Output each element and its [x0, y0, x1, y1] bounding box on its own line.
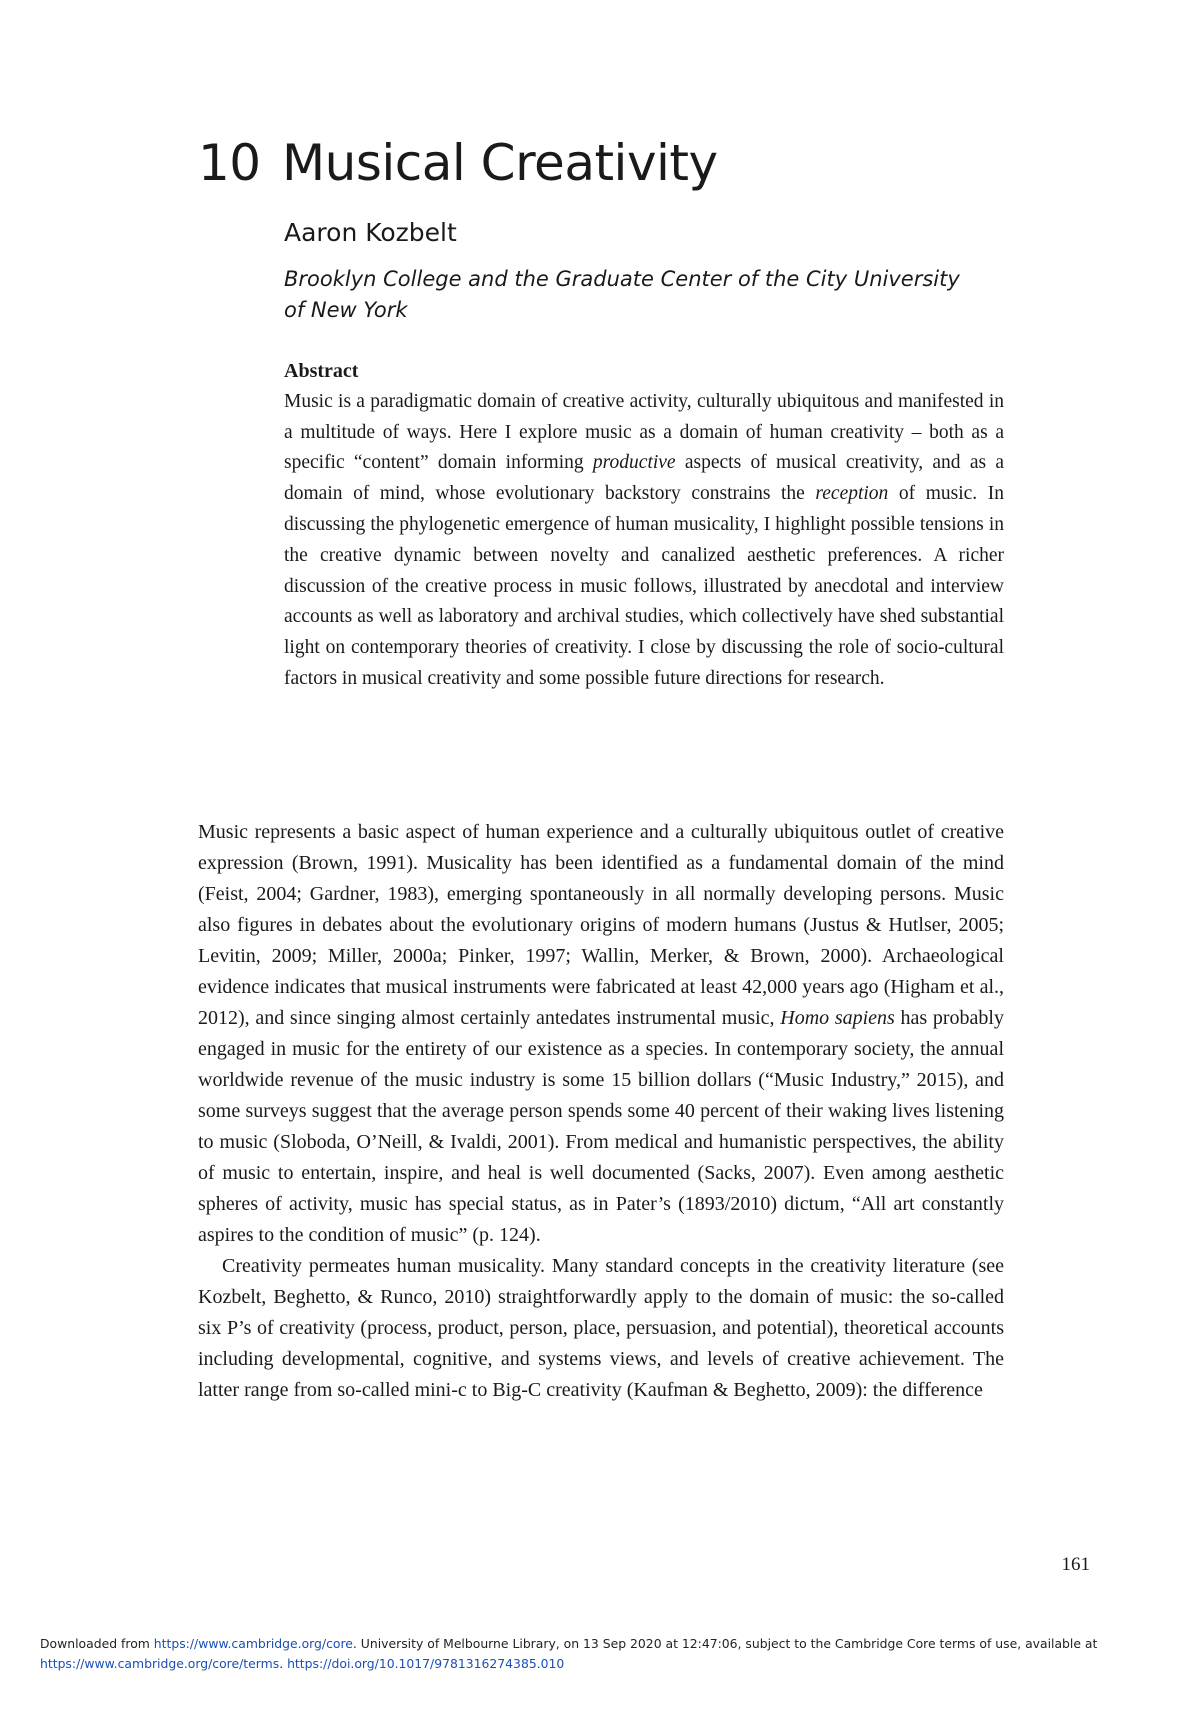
- abstract: [284, 356, 1004, 695]
- abstract-emphasis: productive: [592, 452, 676, 474]
- chapter-title-text: Musical Creativity: [282, 134, 718, 192]
- author-name: Aaron Kozbelt: [284, 218, 457, 247]
- cambridge-core-link[interactable]: https://www.cambridge.org/core: [153, 1636, 353, 1651]
- chapter-title: [198, 134, 718, 192]
- body-paragraph: [198, 817, 1004, 1251]
- footer-text: Downloaded from: [40, 1636, 154, 1651]
- body-text-part: Music represents a basic aspect of human experience and a culturally ubiquitous outlet of creative expression (Brown, 1991). Musicality has been identified as a fundamental domain of the mind (Feist, 2004; Gardner, 1983), emerging spontaneously in all normally developing persons. Music also figures in debates about the evolutionary origins of modern humans (Justus & Hutlser, 2005; Levitin, 2009; Miller, 2000a; Pinker, 1997; Wallin, Merker, & Brown, 2000). Archaeological evidence indicates that musical instruments were fabricated at least 42,000 years ago (Higham et al., 2012), and since singing almost certainly antedates instrumental music,: [198, 821, 1004, 1029]
- body-text-part: has probably engaged in music for the entirety of our existence as a species. In contemporary society, the annual worldwide revenue of the music industry is some 15 billion dollars (“Music Industry,” 2015), and some surveys suggest that the average person spends some 40 percent of their waking lives listening to music (Sloboda, O’Neill, & Ivaldi, 2001). From medical and humanistic perspectives, the ability of music to entertain, inspire, and heal is well documented (Sacks, 2007). Even among aesthetic spheres of activity, music has special status, as in Pater’s (1893/2010) dictum, “All art constantly aspires to the condition of music” (p. 124).: [198, 1007, 1004, 1246]
- footer-text: . University of Melbourne Library, on 13 Sep 2020 at 12:47:06, subject to the Cambridge Core terms of use, available at: [352, 1636, 1098, 1651]
- abstract-text-part: of music. In discussing the phylogenetic emergence of human musicality, I highlight possible tensions in the creative dynamic between novelty and canalized aesthetic preferences. A richer discussion of the creative process in music follows, illustrated by anecdotal and interview accounts as well as laboratory and archival studies, which collectively have shed substantial light on contemporary theories of creativity. I close by discussing the role of socio-cultural factors in musical creativity and some possible future directions for research.: [284, 483, 1004, 689]
- terms-link[interactable]: https://www.cambridge.org/core/terms: [40, 1656, 280, 1671]
- body-text: [198, 817, 1004, 1406]
- abstract-text: [284, 387, 1004, 695]
- abstract-text-part: aspects of musical creativity, and as a domain of mind, whose evolutionary backstory constrains the: [284, 452, 1005, 505]
- footer-text: .: [279, 1656, 288, 1671]
- author-affiliation: Brooklyn College and the Graduate Center of the City University of New York: [284, 267, 960, 322]
- chapter-number: 10: [198, 134, 261, 192]
- doi-link[interactable]: https://doi.org/10.1017/9781316274385.010: [287, 1656, 565, 1671]
- page-number: 161: [1061, 1554, 1090, 1575]
- download-footer: [40, 1634, 1170, 1674]
- abstract-text-part: Music is a paradigmatic domain of creative activity, culturally ubiquitous and manifested in a multitude of ways. Here I explore music as a domain of human creativity – both as a specific “content” domain informing: [284, 390, 1004, 474]
- abstract-emphasis: reception: [815, 483, 889, 505]
- abstract-heading: Abstract: [284, 360, 359, 382]
- body-emphasis: Homo sapiens: [780, 1007, 895, 1029]
- body-paragraph: Creativity permeates human musicality. Many standard concepts in the creativity literature (see Kozbelt, Beghetto, & Runco, 2010) straightforwardly apply to the domain of music: the so-called six P’s of creativity (process, product, person, place, persuasion, and potential), theoretical accounts including developmental, cognitive, and systems views, and levels of creative achievement. The latter range from so-called mini-c to Big-C creativity (Kaufman & Beghetto, 2009): the difference: [198, 1255, 1004, 1401]
